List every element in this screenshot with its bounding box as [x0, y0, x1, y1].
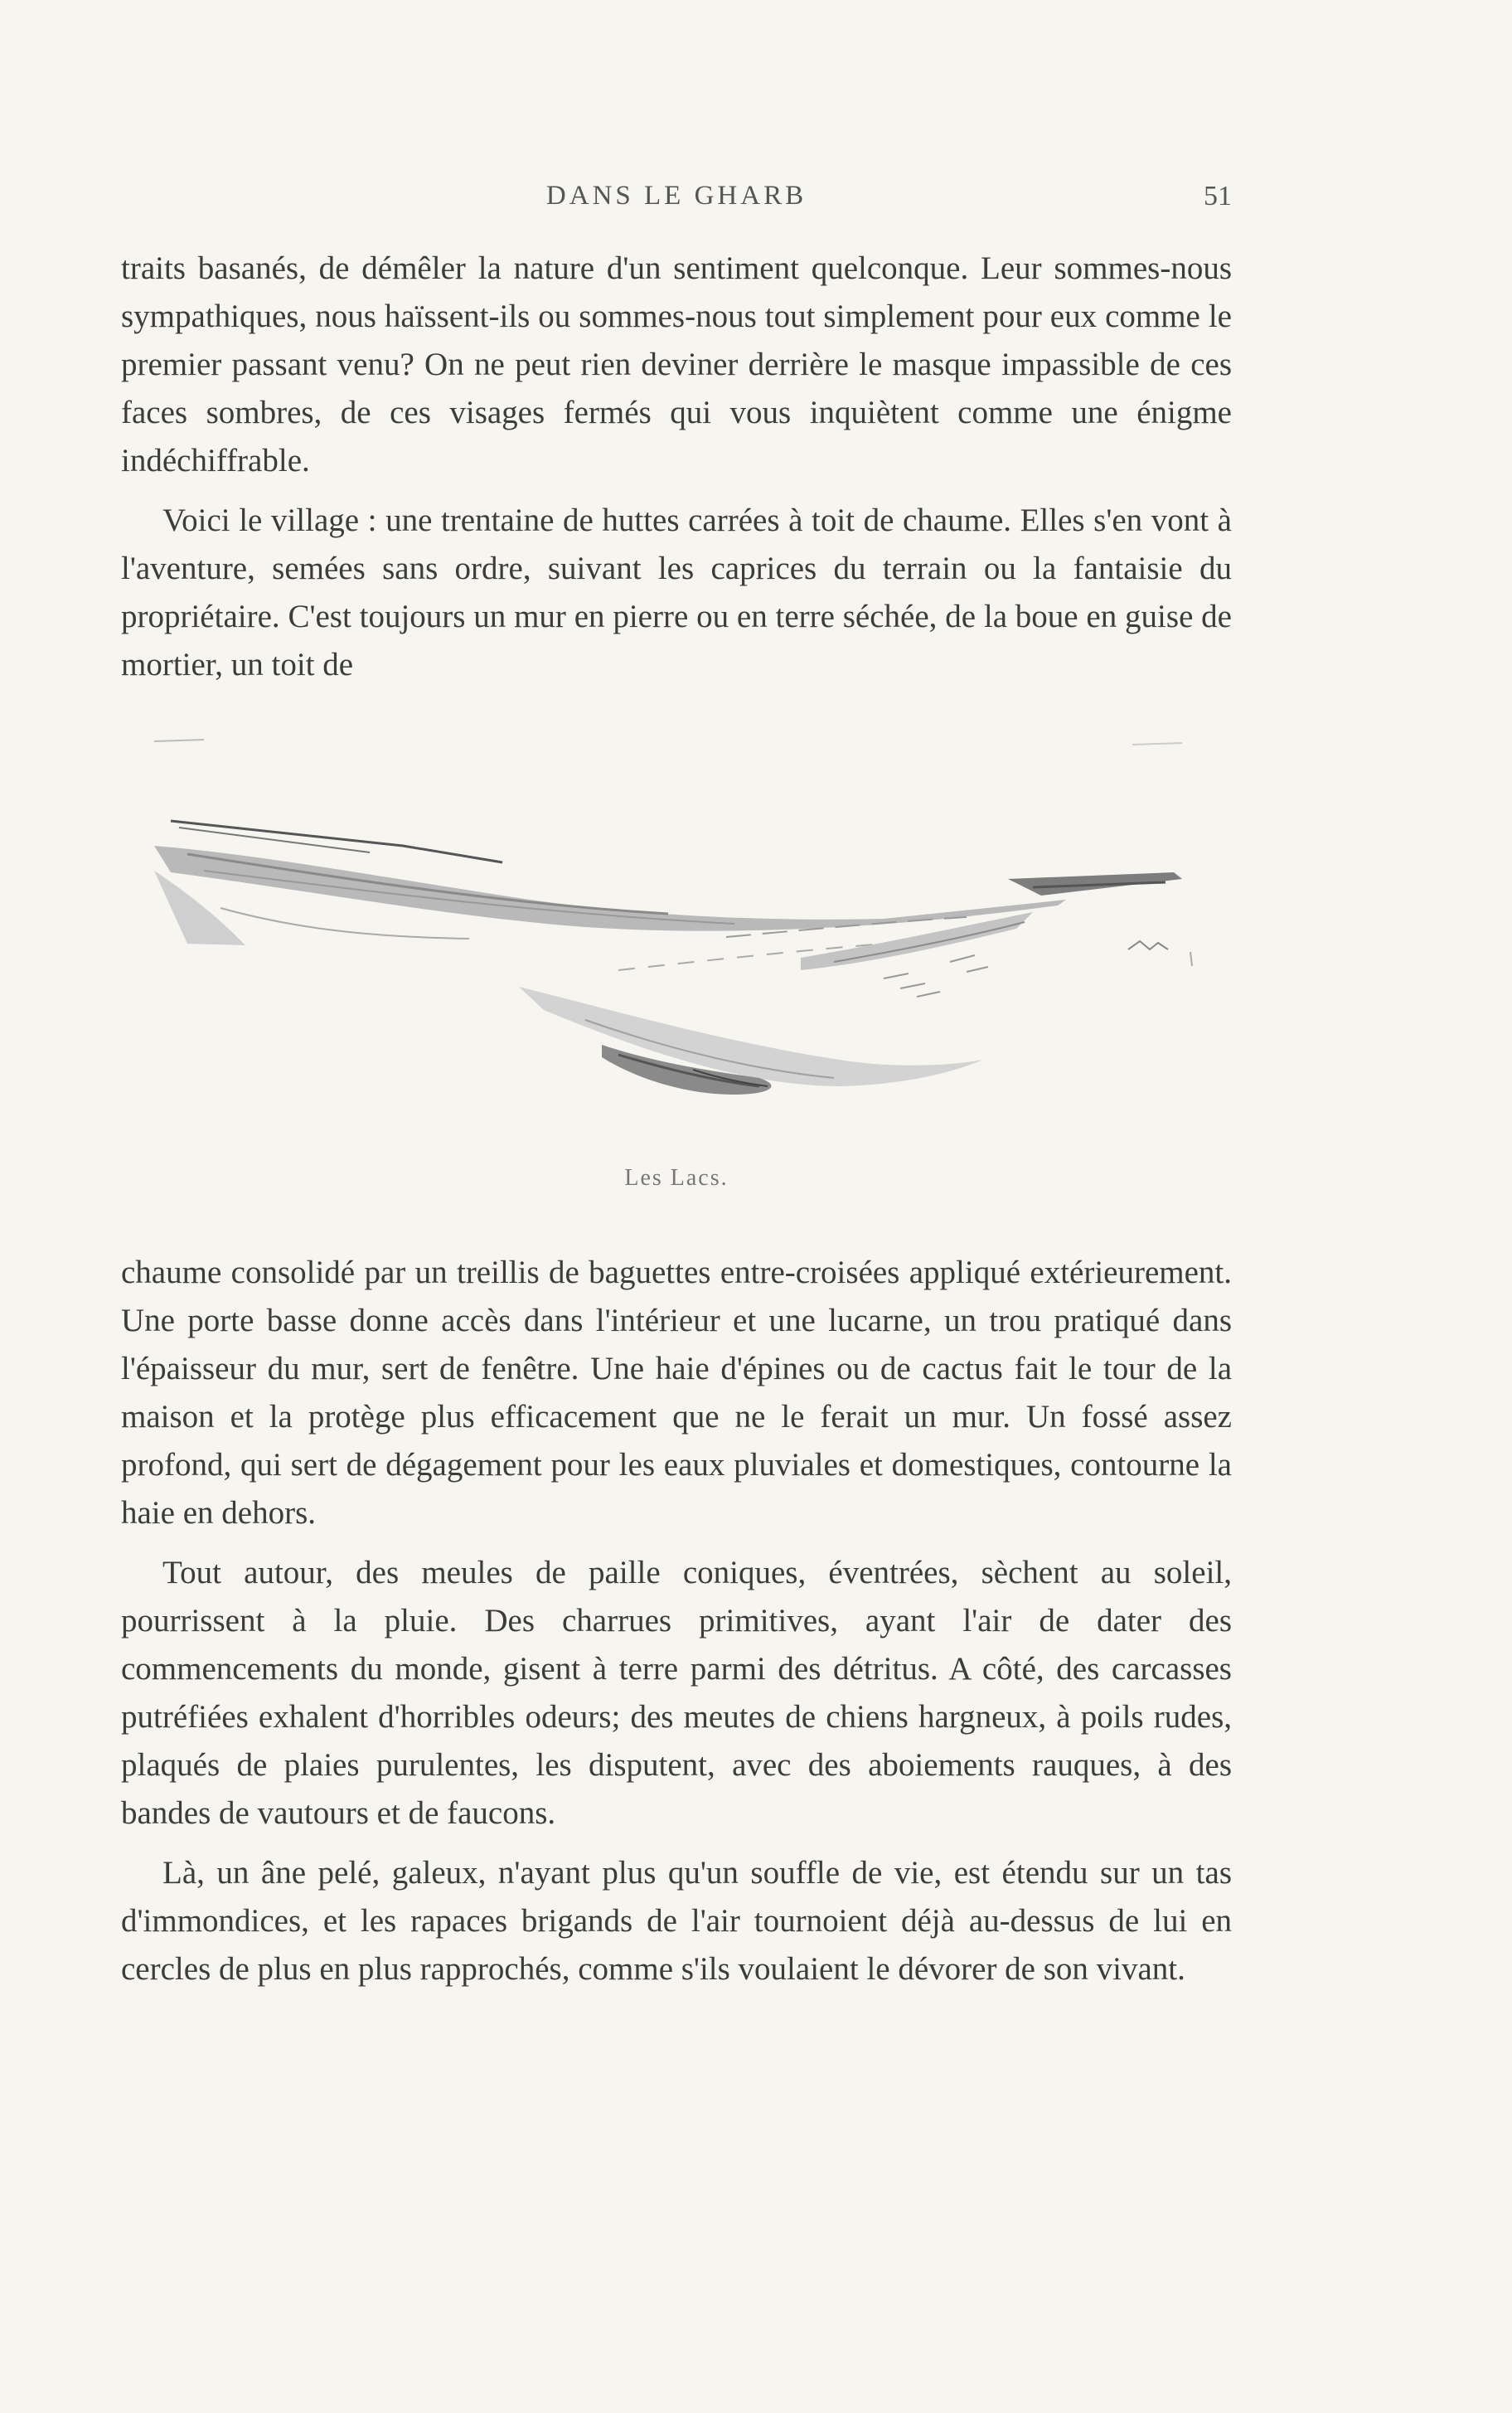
paragraph: Là, un âne pelé, galeux, n'ayant plus qu'un souffle de vie, est étendu sur un tas d'immondices, et les rapaces brigands de l'air tournoient déjà au-dessus de lui en cercles de plus en plus rapprochés, comme s'ils voulaient le dévorer de son vivant. — [121, 1855, 1232, 1987]
page-header — [121, 181, 1232, 214]
figure-caption: Les Lacs. — [624, 1165, 729, 1191]
paragraph: traits basanés, de démêler la nature d'un sentiment quelconque. Leur sommes-nous sympathiques, nous haïssent-ils ou sommes-nous tout simplement pour eux comme le premier passant venu? On ne peut rien deviner derrière le masque impassible de ces faces sombres, de ces visages fermés qui vous inquiètent comme une énigme indéchiffrable. — [121, 250, 1232, 478]
paragraph: Voici le village : une trentaine de huttes carrées à toit de chaume. Elles s'en vont à l'aventure, semées sans ordre, suivant les caprices du terrain ou la fantaisie du propriétaire. C'est toujours un mur en pierre ou en terre séchée, de la boue en guise de mortier, un toit de — [121, 503, 1232, 682]
text-block-bottom — [121, 1249, 1232, 1993]
lake-landscape-drawing — [154, 730, 1240, 1128]
page-number: 51 — [1204, 181, 1232, 211]
lake-illustration — [154, 730, 1240, 1128]
running-title: DANS LE GHARB — [545, 181, 807, 211]
text-block-top — [121, 245, 1232, 689]
paragraph: chaume consolidé par un treillis de baguettes entre-croisées appliqué extérieurement. Une porte basse donne accès dans l'intérieur et une lucarne, un trou pratiqué dans l'épaisseur du mur, sert de fenêtre. Une haie d'épines ou de cactus fait le tour de la maison et la protège plus efficacement que ne le ferait un mur. Un fossé assez profond, qui sert de dégagement pour les eaux pluviales et domestiques, contourne la haie en dehors. — [121, 1255, 1232, 1531]
paragraph: Tout autour, des meules de paille coniques, éventrées, sèchent au soleil, pourrissent à la pluie. Des charrues primitives, ayant l'air de dater des commencements du monde, gisent à terre parmi des détritus. A côté, des carcasses putréfiées exhalent d'horribles odeurs; des meutes de chiens hargneux, à poils rudes, plaqués de plaies purulentes, les disputent, avec des aboiements rauques, à des bandes de vautours et de faucons. — [121, 1555, 1232, 1831]
